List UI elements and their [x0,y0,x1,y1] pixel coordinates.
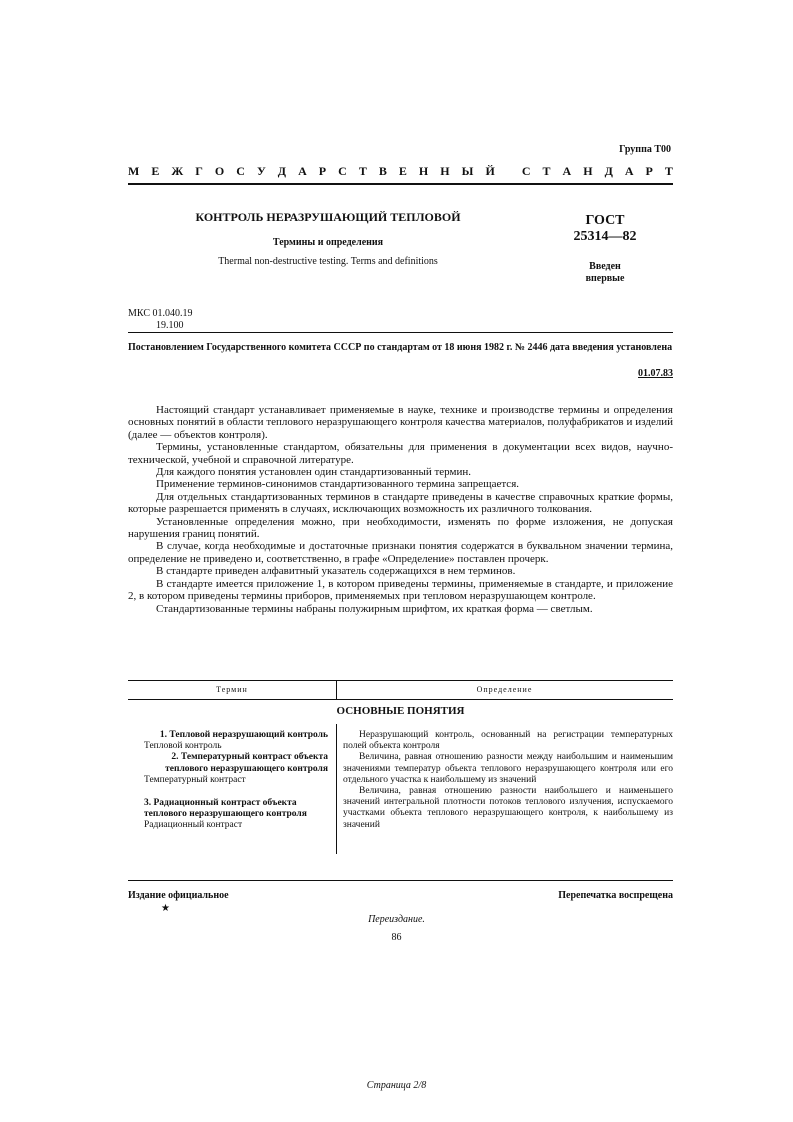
header-rule [128,183,673,185]
paragraph: В стандарте приведен алфавитный указатель содержащихся в нем терминов. [156,565,516,578]
banner-letter: С [521,164,531,178]
banner-letter: Т [542,164,551,178]
document-title: КОНТРОЛЬ НЕРАЗРУШАЮЩИЙ ТЕПЛОВОЙ [195,210,461,224]
paragraph: Для отдельных стандартизованных терминов в стандарте приведены в качестве справочных краткие формы, которые разрешается применять в случаях, исключающих возможность их различного толкования. [128,490,673,516]
banner-letter: Д [277,164,287,178]
star-icon: ★ [161,903,170,914]
banner-letter: Р [645,164,653,178]
footer-rule [128,880,673,881]
column-header-definition: Определение [476,685,533,694]
banner-letter: О [214,164,225,178]
banner-letter: Й [485,164,495,178]
paragraph: Стандартизованные термины набраны полужирным шрифтом, их краткая форма — светлым. [156,602,593,615]
definition-3: Величина, равная отношению разности наибольшего и наименьшего значений интегральной плотности потоков теплового излучения, испускаемого участками объекта теплового неразрушающего контроля, к наибольшему из значений [343,786,673,830]
banner-letter: М [128,164,140,178]
definitions-column [343,730,673,831]
paragraph: Для каждого понятия установлен один стандартизованный термин. [156,466,471,479]
banner-letter: Т [664,164,673,178]
banner-letter: Н [440,164,450,178]
first-time-label: впервые [585,273,625,284]
banner-letter: С [338,164,347,178]
banner-letter: А [562,164,572,178]
banner-letter: Н [418,164,429,178]
term-3-short: Радиационный контраст [144,820,243,831]
paragraph: Настоящий стандарт устанавливает применяемые в науке, технике и производстве термины и определения основных понятий в области теплового неразрушающего контроля качества материалов, полуфабрикатов и изделий (далее — объектов контроля). [128,404,673,441]
banner-letter: Н [583,164,593,178]
banner-letter: А [298,164,307,178]
body-column-divider [336,724,337,854]
column-header-term: Термин [216,685,248,694]
gost-label: ГОСТ [585,213,625,228]
document-subtitle: Термины и определения [272,237,384,248]
banner-letter: Т [358,164,367,178]
banner-letter: Е [398,164,407,178]
banner-letter: А [624,164,634,178]
body-text [128,404,673,615]
banner-letter: Г [195,164,203,178]
paragraph: Применение терминов-синонимов стандартизованного термина запрещается. [156,478,519,491]
mks-rule [128,332,673,333]
mks-line-2: 19.100 [156,320,184,331]
banner-letter: Е [151,164,160,178]
banner-letter: У [256,164,266,178]
table-top-rule [128,680,673,681]
banner-letter: Ж [171,164,184,178]
page-number: 86 [391,932,402,943]
banner-letter [507,164,510,179]
definition-1: Неразрушающий контроль, основанный на регистрации температурных полей объекта контроля [343,730,673,752]
section-heading: ОСНОВНЫЕ ПОНЯТИЯ [336,705,465,717]
introduced-label: Введен [589,261,621,272]
term-3: 3. Радиационный контраст объекта теплового неразрушающего контроля [144,798,307,820]
page-counter: Страница 2/8 [366,1080,427,1091]
mks-codes [128,308,192,332]
gost-number: 25314—82 [573,229,637,244]
banner-letter: С [236,164,245,178]
banner-letter: Ы [461,164,474,178]
paragraph: В случае, когда необходимые и достаточные признаки понятия содержатся в буквальном значении термина, определение не приведено и, соответственно, в графе «Определение» поставлен прочерк. [128,540,673,565]
reissue-note: Переиздание. [368,914,425,925]
group-code: Группа Т00 [619,144,671,155]
mks-line-1: МКС 01.040.19 [128,308,193,319]
paragraph: Установленные определения можно, при необходимости, изменять по форме изложения, не допуская нарушения границ понятий. [128,515,673,541]
effective-date: 01.07.83 [638,368,673,379]
definition-2: Величина, равная отношению разности между наибольшим и наименьшим значениями температур объекта теплового неразрушающего контроля или его отдельного участка к наибольшему из значений [343,752,673,785]
decree-text: Постановлением Государственного комитета СССР по стандартам от 18 июня 1982 г. № 2446 дата введения установлена [128,342,673,353]
interstate-standard-banner [128,164,673,179]
term-1: 1. Тепловой неразрушающий контроль [159,730,328,740]
term-2-short: Температурный контраст [144,774,246,785]
header-column-divider [336,680,337,699]
terms-column [128,730,328,832]
reprint-prohibited: Перепечатка воспрещена [558,890,673,901]
term-2: 2. Температурный контраст объекта теплового неразрушающего контроля [165,752,328,774]
banner-letter: В [378,164,387,178]
banner-letter: Д [604,164,613,178]
table-header-rule [128,699,673,700]
banner-letter: Р [318,164,327,178]
term-1-short: Тепловой контроль [144,741,222,752]
paragraph: Термины, установленные стандартом, обязательны для применения в документации всех видов, научно-технической, учебной и справочной литературе. [128,441,673,466]
english-title: Thermal non-destructive testing. Terms and definitions [218,256,438,267]
paragraph: В стандарте имеется приложение 1, в котором приведены термины, применяемые в стандарте, и приложение 2, в котором приведены термины приборов, применяемых при тепловом неразрушающем контроле. [128,577,673,603]
official-edition: Издание официальное [128,890,229,901]
